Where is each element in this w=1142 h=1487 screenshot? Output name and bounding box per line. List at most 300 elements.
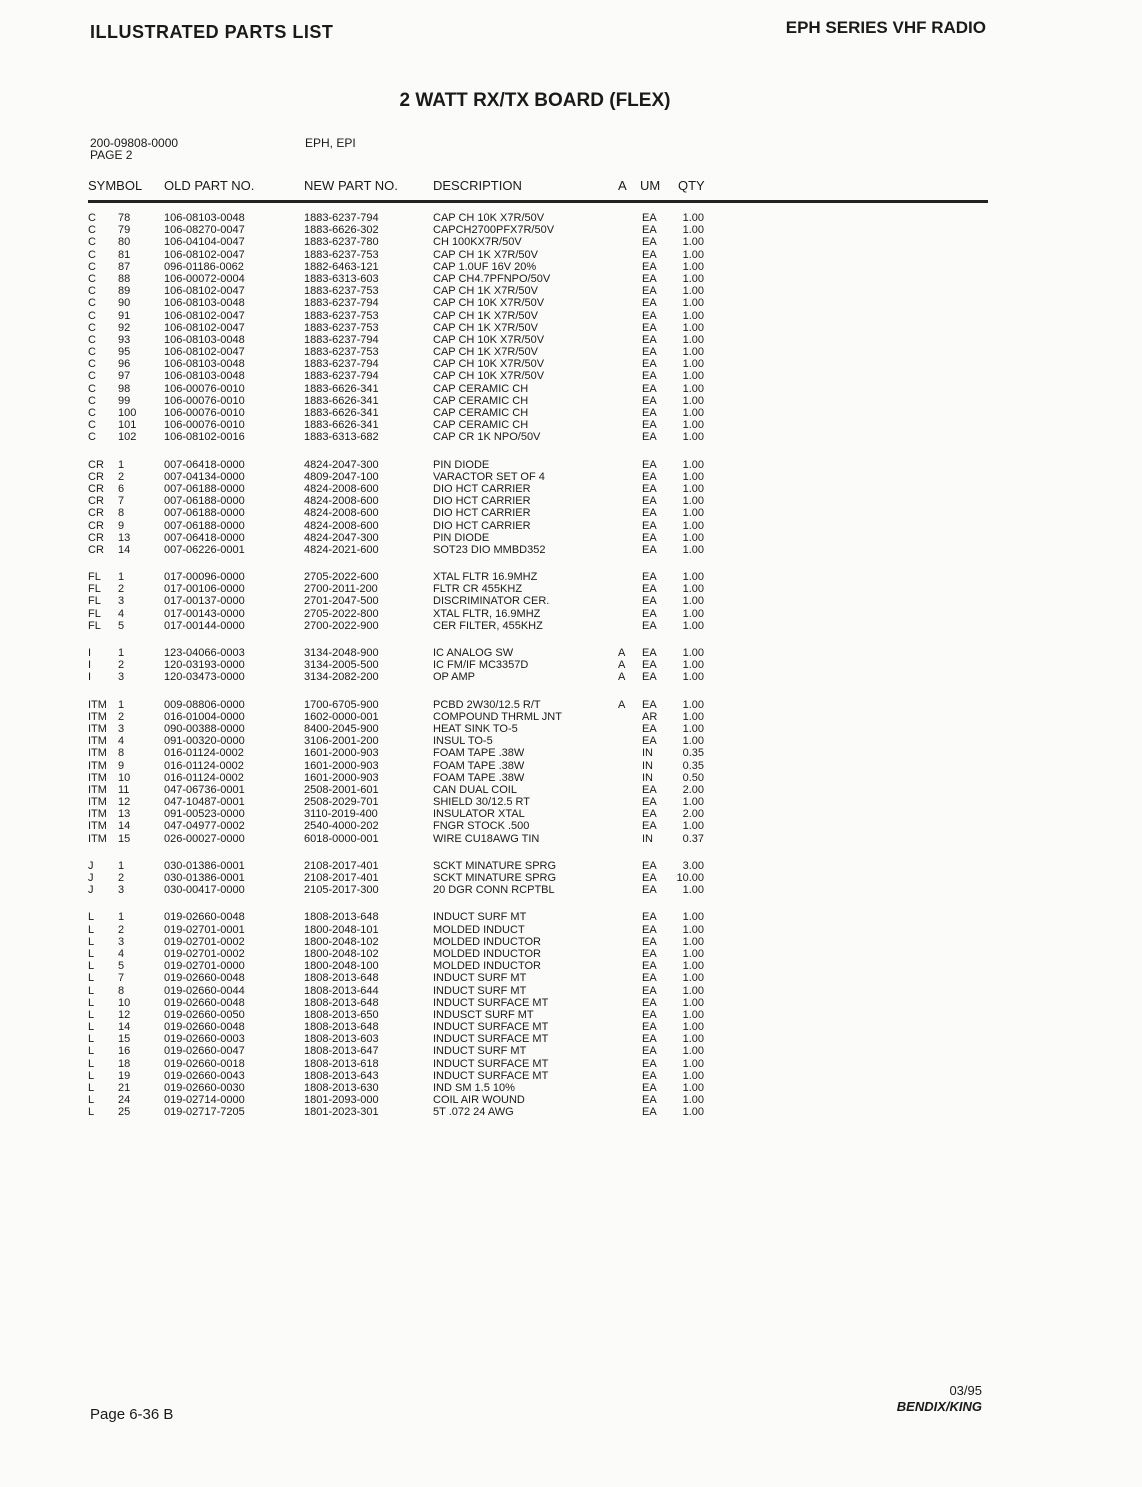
- symbol-cell: C: [88, 321, 96, 334]
- table-row: [88, 483, 988, 495]
- old-part-number-cell: 007-06188-0000: [164, 482, 245, 495]
- symbol-cell: ITM: [88, 747, 107, 760]
- old-part-number-cell: 106-08102-0047: [164, 285, 245, 298]
- table-row: [88, 212, 988, 224]
- table-row: [88, 860, 988, 872]
- symbol-cell: C: [88, 333, 96, 346]
- item-number-cell: 97: [118, 370, 131, 383]
- quantity-cell: 0.50: [682, 771, 704, 784]
- revision-date: 03/95: [949, 1383, 982, 1398]
- new-part-number-cell: 1883-6237-794: [304, 358, 379, 371]
- table-row: [88, 784, 988, 796]
- new-part-number-cell: 4824-2047-300: [304, 531, 379, 544]
- item-number-cell: 13: [118, 808, 131, 821]
- symbol-cell: I: [88, 671, 92, 684]
- new-part-number-cell: 1883-6237-753: [304, 346, 379, 359]
- new-part-number-cell: 1883-6237-794: [304, 333, 379, 346]
- symbol-cell: ITM: [88, 735, 107, 748]
- table-row: [88, 699, 988, 711]
- old-part-number-cell: 019-02660-0030: [164, 1082, 245, 1094]
- description-cell: CAP CH 1K X7R/50V: [433, 248, 538, 261]
- description-cell: CH 100KX7R/50V: [433, 236, 522, 249]
- table-row: [88, 495, 988, 507]
- item-number-cell: 10: [118, 996, 131, 1009]
- table-row: [88, 1070, 988, 1082]
- symbol-cell: L: [88, 960, 95, 973]
- col-header-qty: QTY: [678, 178, 705, 193]
- old-part-number-cell: 019-02714-0000: [164, 1094, 245, 1107]
- item-number-cell: 79: [118, 224, 131, 237]
- table-row: [88, 285, 988, 297]
- new-part-number-cell: 1883-6626-302: [304, 224, 379, 237]
- quantity-cell: 1.00: [682, 1045, 704, 1058]
- page-number: Page 6-36 B: [90, 1406, 174, 1423]
- symbol-cell: L: [88, 911, 95, 924]
- unit-measure-cell: EA: [642, 543, 657, 556]
- table-row: [88, 796, 988, 808]
- symbol-cell: C: [88, 224, 96, 237]
- item-number-cell: 4: [118, 947, 125, 960]
- symbol-cell: C: [88, 419, 96, 432]
- item-number-cell: 14: [118, 820, 131, 833]
- table-row: [88, 872, 988, 884]
- item-number-cell: 92: [118, 321, 131, 334]
- description-cell: FOAM TAPE .38W: [433, 759, 525, 772]
- old-part-number-cell: 123-04066-0003: [164, 647, 245, 659]
- old-part-number-cell: 019-02701-0002: [164, 935, 245, 948]
- new-part-number-cell: 3134-2048-900: [304, 647, 379, 659]
- assembly-meta: [90, 137, 178, 161]
- new-part-number-cell: 1883-6237-794: [304, 297, 379, 310]
- description-cell: CAP CH4.7PFNPO/50V: [433, 272, 551, 285]
- unit-measure-cell: EA: [642, 1045, 657, 1058]
- unit-measure-cell: EA: [642, 236, 657, 249]
- symbol-cell: L: [88, 1021, 95, 1034]
- new-part-number-cell: 4824-2008-600: [304, 482, 379, 495]
- parts-group: [88, 860, 988, 897]
- unit-measure-cell: EA: [642, 212, 657, 224]
- old-part-number-cell: 096-01186-0062: [164, 260, 244, 273]
- description-cell: INDUCT SURF MT: [433, 1045, 527, 1058]
- assembly-models: EPH, EPI: [305, 136, 356, 150]
- table-row: [88, 911, 988, 923]
- quantity-cell: 1.00: [682, 482, 704, 495]
- unit-measure-cell: EA: [642, 1033, 657, 1046]
- new-part-number-cell: 1883-6626-341: [304, 394, 379, 407]
- table-row: [88, 820, 988, 832]
- old-part-number-cell: 106-00076-0010: [164, 382, 245, 395]
- table-row: [88, 972, 988, 984]
- old-part-number-cell: 007-04134-0000: [164, 470, 245, 483]
- unit-measure-cell: EA: [642, 1057, 657, 1070]
- description-cell: XTAL FLTR 16.9MHZ: [433, 571, 538, 584]
- table-row: [88, 249, 988, 261]
- unit-measure-cell: EA: [642, 647, 657, 659]
- table-row: [88, 273, 988, 285]
- unit-measure-cell: EA: [642, 583, 657, 596]
- unit-measure-cell: EA: [642, 470, 657, 483]
- old-part-number-cell: 030-00417-0000: [164, 884, 245, 897]
- item-number-cell: 5: [118, 960, 125, 973]
- old-part-number-cell: 007-06188-0000: [164, 495, 245, 508]
- unit-measure-cell: IN: [642, 747, 653, 760]
- new-part-number-cell: 1801-2023-301: [304, 1106, 379, 1119]
- new-part-number-cell: 1801-2093-000: [304, 1094, 379, 1107]
- a-flag-cell: A: [618, 647, 626, 659]
- new-part-number-cell: 1808-2013-630: [304, 1082, 379, 1094]
- unit-measure-cell: IN: [642, 832, 653, 845]
- quantity-cell: 1.00: [682, 309, 704, 322]
- unit-measure-cell: EA: [642, 808, 657, 821]
- quantity-cell: 1.00: [682, 224, 704, 237]
- item-number-cell: 2: [118, 583, 125, 596]
- new-part-number-cell: 1808-2013-643: [304, 1069, 379, 1082]
- quantity-cell: 1.00: [682, 431, 704, 444]
- table-row: [88, 395, 988, 407]
- new-part-number-cell: 4824-2008-600: [304, 519, 379, 532]
- description-cell: MOLDED INDUCT: [433, 923, 525, 936]
- unit-measure-cell: EA: [642, 659, 657, 672]
- symbol-cell: CR: [88, 482, 104, 495]
- quantity-cell: 1.00: [682, 1082, 704, 1094]
- description-cell: SOT23 DIO MMBD352: [433, 543, 546, 556]
- symbol-cell: C: [88, 431, 96, 444]
- old-part-number-cell: 016-01004-0000: [164, 710, 245, 723]
- table-row: [88, 659, 988, 671]
- new-part-number-cell: 1883-6237-794: [304, 370, 379, 383]
- quantity-cell: 10.00: [676, 872, 704, 884]
- table-row: [88, 985, 988, 997]
- symbol-cell: ITM: [88, 796, 107, 809]
- table-row: [88, 960, 988, 972]
- symbol-cell: I: [88, 647, 92, 659]
- description-cell: CAP CH 1K X7R/50V: [433, 285, 538, 298]
- table-row: [88, 297, 988, 309]
- description-cell: SHIELD 30/12.5 RT: [433, 796, 531, 809]
- symbol-cell: L: [88, 1045, 95, 1058]
- quantity-cell: 1.00: [682, 607, 704, 620]
- unit-measure-cell: EA: [642, 272, 657, 285]
- description-cell: DISCRIMINATOR CER.: [433, 595, 550, 608]
- table-row: [88, 583, 988, 595]
- quantity-cell: 1.00: [682, 722, 704, 735]
- unit-measure-cell: EA: [642, 872, 657, 884]
- description-cell: CAP CH 1K X7R/50V: [433, 346, 538, 359]
- table-row: [88, 1021, 988, 1033]
- new-part-number-cell: 4809-2047-100: [304, 470, 379, 483]
- old-part-number-cell: 106-08103-0048: [164, 370, 245, 383]
- description-cell: INSULATOR XTAL: [433, 808, 525, 821]
- unit-measure-cell: EA: [642, 595, 657, 608]
- assembly-part-number: 200-09808-0000: [90, 136, 179, 150]
- quantity-cell: 2.00: [682, 783, 704, 796]
- item-number-cell: 8: [118, 507, 125, 520]
- quantity-cell: 1.00: [682, 1069, 704, 1082]
- symbol-cell: FL: [88, 571, 101, 584]
- description-cell: CAN DUAL COIL: [433, 783, 517, 796]
- old-part-number-cell: 106-08102-0016: [164, 431, 245, 444]
- unit-measure-cell: EA: [642, 382, 657, 395]
- unit-measure-cell: EA: [642, 671, 657, 684]
- table-row: [88, 884, 988, 896]
- item-number-cell: 99: [118, 394, 131, 407]
- old-part-number-cell: 016-01124-0002: [164, 747, 244, 760]
- quantity-cell: 1.00: [682, 820, 704, 833]
- table-row: [88, 383, 988, 395]
- new-part-number-cell: 3110-2019-400: [304, 808, 378, 821]
- description-cell: INDUCT SURF MT: [433, 972, 527, 985]
- item-number-cell: 24: [118, 1094, 131, 1107]
- old-part-number-cell: 106-08103-0048: [164, 212, 245, 224]
- table-row: [88, 924, 988, 936]
- quantity-cell: 1.00: [682, 260, 704, 273]
- unit-measure-cell: EA: [642, 407, 657, 419]
- item-number-cell: 1: [118, 698, 125, 711]
- unit-measure-cell: EA: [642, 607, 657, 620]
- unit-measure-cell: EA: [642, 1021, 657, 1034]
- symbol-cell: L: [88, 947, 95, 960]
- old-part-number-cell: 019-02701-0002: [164, 947, 245, 960]
- unit-measure-cell: EA: [642, 859, 657, 872]
- old-part-number-cell: 017-00137-0000: [164, 595, 245, 608]
- symbol-cell: ITM: [88, 820, 107, 833]
- symbol-cell: ITM: [88, 759, 107, 772]
- item-number-cell: 12: [118, 1008, 131, 1021]
- new-part-number-cell: 6018-0000-001: [304, 832, 379, 845]
- description-cell: INSUL TO-5: [433, 735, 493, 748]
- item-number-cell: 1: [118, 458, 125, 471]
- table-row: [88, 723, 988, 735]
- unit-measure-cell: EA: [642, 735, 657, 748]
- table-row: [88, 620, 988, 632]
- col-header-new-part: NEW PART NO.: [304, 178, 398, 193]
- description-cell: FOAM TAPE .38W: [433, 747, 525, 760]
- new-part-number-cell: 1808-2013-648: [304, 1021, 379, 1034]
- old-part-number-cell: 106-04104-0047: [164, 236, 245, 249]
- description-cell: CAP CH 10K X7R/50V: [433, 297, 545, 310]
- old-part-number-cell: 090-00388-0000: [164, 722, 245, 735]
- item-number-cell: 91: [118, 309, 131, 322]
- item-number-cell: 80: [118, 236, 131, 249]
- symbol-cell: L: [88, 984, 95, 997]
- item-number-cell: 100: [118, 407, 137, 419]
- table-row: [88, 772, 988, 784]
- unit-measure-cell: EA: [642, 507, 657, 520]
- unit-measure-cell: EA: [642, 1008, 657, 1021]
- symbol-cell: J: [88, 884, 94, 897]
- item-number-cell: 7: [118, 495, 125, 508]
- item-number-cell: 81: [118, 248, 131, 261]
- description-cell: CAP CERAMIC CH: [433, 419, 529, 432]
- quantity-cell: 1.00: [682, 619, 704, 632]
- new-part-number-cell: 1601-2000-903: [304, 771, 379, 784]
- symbol-cell: L: [88, 1094, 95, 1107]
- unit-measure-cell: EA: [642, 1082, 657, 1094]
- quantity-cell: 1.00: [682, 321, 704, 334]
- new-part-number-cell: 1808-2013-647: [304, 1045, 379, 1058]
- symbol-cell: CR: [88, 495, 104, 508]
- table-row: [88, 322, 988, 334]
- table-row: [88, 532, 988, 544]
- table-row: [88, 608, 988, 620]
- description-cell: PCBD 2W30/12.5 R/T: [433, 698, 541, 711]
- unit-measure-cell: EA: [642, 820, 657, 833]
- old-part-number-cell: 106-08102-0047: [164, 346, 245, 359]
- description-cell: OP AMP: [433, 671, 475, 684]
- quantity-cell: 1.00: [682, 1057, 704, 1070]
- symbol-cell: L: [88, 972, 95, 985]
- unit-measure-cell: EA: [642, 285, 657, 298]
- page-title: 2 WATT RX/TX BOARD (FLEX): [399, 90, 671, 111]
- description-cell: CAP CERAMIC CH: [433, 382, 529, 395]
- symbol-cell: CR: [88, 470, 104, 483]
- item-number-cell: 2: [118, 710, 125, 723]
- unit-measure-cell: EA: [642, 972, 657, 985]
- symbol-cell: C: [88, 407, 96, 419]
- quantity-cell: 1.00: [682, 960, 704, 973]
- description-cell: CER FILTER, 455KHZ: [433, 619, 543, 632]
- table-row: [88, 334, 988, 346]
- quantity-cell: 1.00: [682, 996, 704, 1009]
- item-number-cell: 11: [118, 783, 130, 796]
- old-part-number-cell: 007-06188-0000: [164, 519, 245, 532]
- unit-measure-cell: EA: [642, 531, 657, 544]
- new-part-number-cell: 1602-0000-001: [304, 710, 379, 723]
- quantity-cell: 1.00: [682, 972, 704, 985]
- unit-measure-cell: EA: [642, 260, 657, 273]
- new-part-number-cell: 1882-6463-121: [304, 260, 379, 273]
- table-row: [88, 346, 988, 358]
- quantity-cell: 0.37: [682, 832, 704, 845]
- quantity-cell: 1.00: [682, 333, 704, 346]
- table-row: [88, 544, 988, 556]
- old-part-number-cell: 019-02660-0048: [164, 911, 245, 924]
- new-part-number-cell: 3106-2001-200: [304, 735, 379, 748]
- old-part-number-cell: 007-06188-0000: [164, 507, 245, 520]
- description-cell: CAP CH 10K X7R/50V: [433, 212, 545, 224]
- old-part-number-cell: 047-06736-0001: [164, 783, 245, 796]
- item-number-cell: 93: [118, 333, 131, 346]
- old-part-number-cell: 106-08103-0048: [164, 297, 245, 310]
- unit-measure-cell: EA: [642, 224, 657, 237]
- new-part-number-cell: 2701-2047-500: [304, 595, 379, 608]
- item-number-cell: 3: [118, 671, 125, 684]
- item-number-cell: 6: [118, 482, 125, 495]
- old-part-number-cell: 106-00076-0010: [164, 407, 245, 419]
- item-number-cell: 15: [118, 1033, 131, 1046]
- old-part-number-cell: 106-08102-0047: [164, 321, 245, 334]
- unit-measure-cell: EA: [642, 884, 657, 897]
- quantity-cell: 1.00: [682, 507, 704, 520]
- new-part-number-cell: 1883-6237-753: [304, 285, 379, 298]
- old-part-number-cell: 007-06418-0000: [164, 531, 245, 544]
- old-part-number-cell: 106-08270-0047: [164, 224, 245, 237]
- item-number-cell: 1: [118, 571, 125, 584]
- quantity-cell: 1.00: [682, 458, 704, 471]
- header-rule: [88, 200, 988, 203]
- old-part-number-cell: 120-03473-0000: [164, 671, 245, 684]
- old-part-number-cell: 019-02660-0044: [164, 984, 245, 997]
- new-part-number-cell: 2508-2001-601: [304, 783, 379, 796]
- new-part-number-cell: 1808-2013-618: [304, 1057, 379, 1070]
- item-number-cell: 18: [118, 1057, 131, 1070]
- old-part-number-cell: 026-00027-0000: [164, 832, 245, 845]
- new-part-number-cell: 1883-6313-682: [304, 431, 379, 444]
- description-cell: FOAM TAPE .38W: [433, 771, 525, 784]
- item-number-cell: 90: [118, 297, 131, 310]
- old-part-number-cell: 019-02660-0003: [164, 1033, 245, 1046]
- new-part-number-cell: 1883-6626-341: [304, 419, 379, 432]
- description-cell: IC FM/IF MC3357D: [433, 659, 529, 672]
- symbol-cell: CR: [88, 543, 104, 556]
- table-row: [88, 358, 988, 370]
- table-row: [88, 760, 988, 772]
- table-row: [88, 1106, 988, 1118]
- symbol-cell: C: [88, 394, 96, 407]
- quantity-cell: 1.00: [682, 272, 704, 285]
- table-row: [88, 1094, 988, 1106]
- table-row: [88, 833, 988, 845]
- symbol-cell: L: [88, 1082, 95, 1094]
- item-number-cell: 2: [118, 872, 125, 884]
- quantity-cell: 1.00: [682, 911, 704, 924]
- quantity-cell: 1.00: [682, 671, 704, 684]
- quantity-cell: 3.00: [682, 859, 704, 872]
- col-header-description: DESCRIPTION: [433, 178, 522, 193]
- item-number-cell: 3: [118, 884, 125, 897]
- symbol-cell: L: [88, 1057, 95, 1070]
- new-part-number-cell: 3134-2082-200: [304, 671, 379, 684]
- symbol-cell: ITM: [88, 832, 107, 845]
- new-part-number-cell: 4824-2047-300: [304, 458, 379, 471]
- new-part-number-cell: 2705-2022-800: [304, 607, 379, 620]
- unit-measure-cell: EA: [642, 923, 657, 936]
- item-number-cell: 4: [118, 735, 125, 748]
- new-part-number-cell: 1800-2048-102: [304, 947, 379, 960]
- item-number-cell: 13: [118, 531, 131, 544]
- description-cell: DIO HCT CARRIER: [433, 482, 531, 495]
- description-cell: CAP CH 10K X7R/50V: [433, 370, 545, 383]
- unit-measure-cell: EA: [642, 333, 657, 346]
- description-cell: FNGR STOCK .500: [433, 820, 530, 833]
- old-part-number-cell: 091-00320-0000: [164, 735, 245, 748]
- unit-measure-cell: IN: [642, 771, 653, 784]
- table-row: [88, 1009, 988, 1021]
- old-part-number-cell: 019-02660-0050: [164, 1008, 245, 1021]
- description-cell: INDUCT SURF MT: [433, 911, 527, 924]
- new-part-number-cell: 1700-6705-900: [304, 698, 379, 711]
- description-cell: MOLDED INDUCTOR: [433, 935, 541, 948]
- description-cell: DIO HCT CARRIER: [433, 495, 531, 508]
- item-number-cell: 3: [118, 935, 125, 948]
- unit-measure-cell: EA: [642, 248, 657, 261]
- item-number-cell: 19: [118, 1069, 131, 1082]
- document-header-right: EPH SERIES VHF RADIO: [785, 18, 986, 37]
- old-part-number-cell: 106-08102-0047: [164, 248, 245, 261]
- description-cell: CAP CH 1K X7R/50V: [433, 309, 538, 322]
- description-cell: FLTR CR 455KHZ: [433, 583, 523, 596]
- description-cell: COMPOUND THRML JNT: [433, 710, 562, 723]
- quantity-cell: 1.00: [682, 571, 704, 584]
- new-part-number-cell: 4824-2021-600: [304, 543, 379, 556]
- description-cell: SCKT MINATURE SPRG: [433, 872, 557, 884]
- new-part-number-cell: 1883-6237-794: [304, 212, 379, 224]
- a-flag-cell: A: [618, 698, 626, 711]
- item-number-cell: 89: [118, 285, 131, 298]
- symbol-cell: ITM: [88, 710, 107, 723]
- description-cell: CAP CERAMIC CH: [433, 407, 529, 419]
- unit-measure-cell: EA: [642, 1069, 657, 1082]
